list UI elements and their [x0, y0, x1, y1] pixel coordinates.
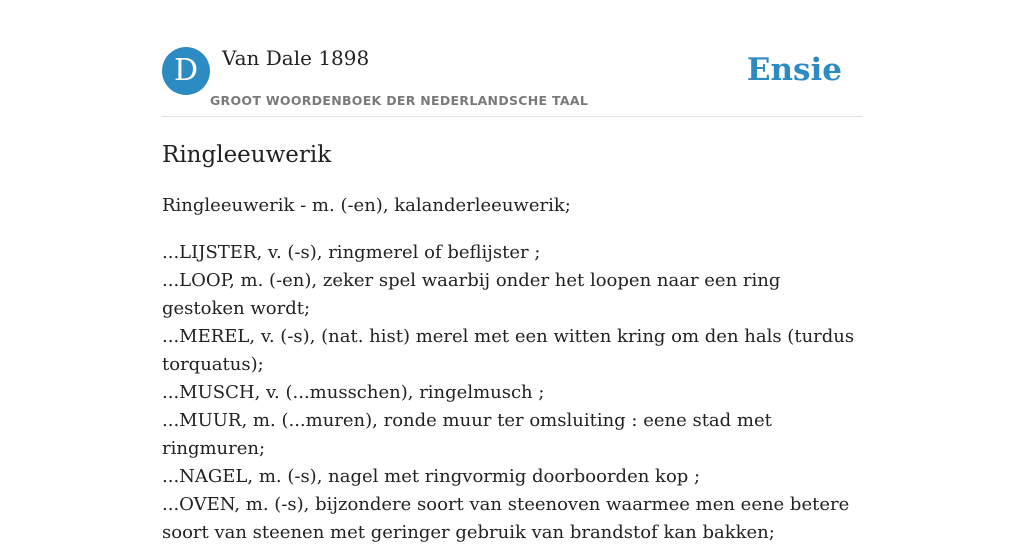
compound-item-oven: ...OVEN, m. (-s), bijzondere soort van steenoven waarmee men eene betere soort van steenen met geringer gebruik van brandstof kan bakken;: [162, 494, 850, 543]
source-logo[interactable]: D: [162, 47, 210, 95]
ensie-logo[interactable]: Ensie: [746, 52, 842, 88]
source-title[interactable]: Van Dale 1898: [222, 46, 370, 70]
compound-item-loop: ...LOOP, m. (-en), zeker spel waarbij onder het loopen naar een ring gestoken wordt;: [162, 270, 781, 319]
source-subtitle: GROOT WOORDENBOEK DER NEDERLANDSCHE TAAL: [210, 93, 589, 108]
compound-item-lijster: ...LIJSTER, v. (-s), ringmerel of beflijster ;: [162, 242, 541, 263]
entry-definition: Ringleeuwerik - m. (-en), kalanderleeuwerik;: [162, 195, 571, 216]
compound-item-musch: ...MUSCH, v. (...musschen), ringelmusch ;: [162, 382, 545, 403]
compound-item-nagel: ...NAGEL, m. (-s), nagel met ringvormig doorboorden kop ;: [162, 466, 701, 487]
compound-item-muur: ...MUUR, m. (...muren), ronde muur ter omsluiting : eene stad met ringmuren;: [162, 410, 772, 459]
entry-title: Ringleeuwerik: [162, 142, 332, 168]
compound-list: [162, 239, 862, 547]
source-header: [162, 46, 862, 117]
compound-item-merel: ...MEREL, v. (-s), (nat. hist) merel met een witten kring om den hals (turdus torquatus);: [162, 326, 855, 375]
